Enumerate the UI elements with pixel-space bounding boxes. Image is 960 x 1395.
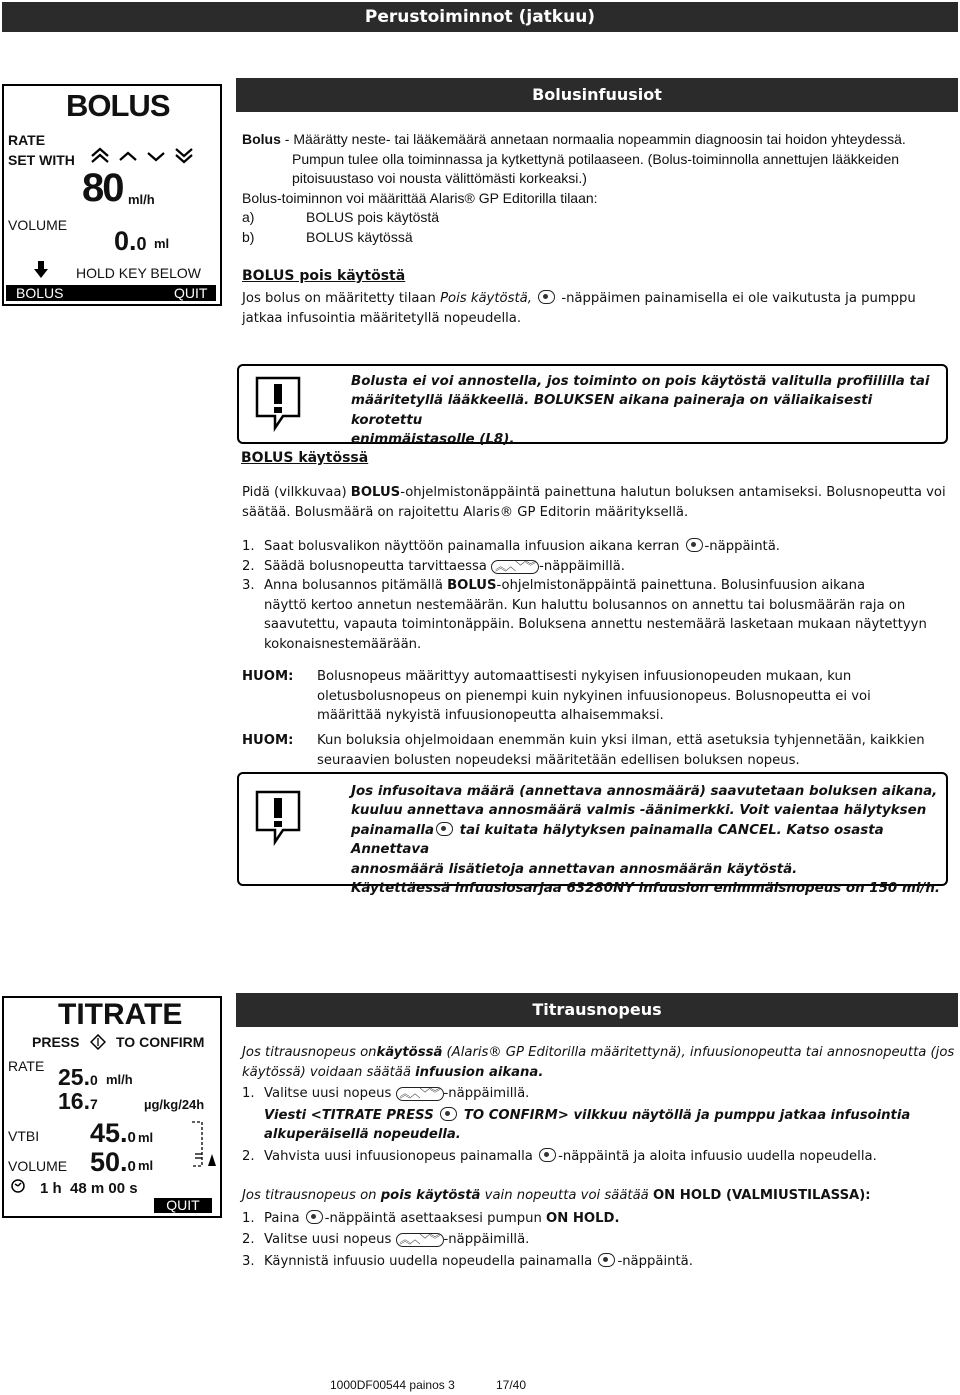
titrate-display [2,996,222,1218]
page-header [2,2,958,32]
confirm-key-icon [90,1034,106,1050]
titrate-rate-value: 25.0 [58,1064,98,1090]
rate-label: RATE [8,132,46,148]
bolus-key-icon [538,290,555,304]
warning-1-text: Bolusta ei voi annostella, jos toiminto on pois käytöstä valitulla profiililla tai määritetyllä lääkkeellä. BOLUKSEN aikana paineraja on väliaikaisesti korotettu enimmäistasolle (L8). [351,374,930,448]
footer-doc-id: 1000DF00544 painos 3 [330,1378,455,1392]
titrate-dose-value: 16.7 [58,1088,98,1114]
note-2: HUOM: Kun boluksia ohjelmoidaan enemmän kuin yksi ilman, että asetuksia tyhjennetään, kaikkien seuraavien bolusten nopeudeksi määritetään edellisen boluksen nopeus. [242,733,925,768]
syringe-gauge-icon [190,1120,218,1170]
note-label: HUOM: [242,669,294,684]
titrate-off: Jos titrausnopeus on pois käytöstä vain nopeutta voi säätää ON HOLD (VALMIUSTILASSA): 1. Paina -näppäintä asettaaksesi pumpun ON HOLD. 2. Valitse uusi nopeus ︽︿﹀︾ -näppäimillä. 3. Käynnistä infuusio uudella nopeudella painamalla -näppäintä. [242,1188,871,1269]
titrate-vtbi-value: 45.0 [90,1118,136,1148]
titrate-steps: 1. Valitse uusi nopeus ︽︿﹀︾ -näppäimillä. Viesti <TITRATE PRESS TO CONFIRM> vilkkuu näytöllä ja pumppu jatkaa infusointia alkuperäisellä nopeudella. 2. Vahvista uusi infuusionopeus painamalla -näppäintä ja aloita infuusio uudella nopeudella. [242,1086,911,1164]
bolus-section-header: Bolusinfuusiot [236,78,958,112]
titrate-section-header: Titrausnopeus [236,993,958,1027]
press-label: PRESS [32,1034,80,1050]
warning-box-1 [237,364,948,448]
bolus-rate-value: 80 [82,166,123,210]
bolus-off-text: Jos bolus on määritetty tilaan Pois käytöstä, -näppäimen painamisella ei ole vaikutusta ja pumppu jatkaa infusointia määritetyllä nopeudella. [242,291,916,326]
warning-icon [253,788,303,846]
quit-softkey[interactable]: QUIT [174,285,208,301]
titrate-intro: Jos titrausnopeus onkäytössä (Alaris® GP Editorilla määritettynä), infuusionopeutta tai annosnopeutta (jos käytössä) voidaan säätää infuusion aikana. [242,1045,955,1080]
bolus-volume-unit: ml [154,236,170,251]
titrate-volume-unit: ml [138,1158,154,1173]
time-remaining: 1 h 48 m 00 s [40,1180,138,1197]
bolus-softkey[interactable]: BOLUS [6,285,216,301]
vtbi-label: VTBI [8,1128,40,1144]
set-with-label: SET WITH [8,152,75,168]
bolus-off-heading: BOLUS pois käytöstä [242,268,406,284]
bolus-volume-value: 0.0 [114,226,147,256]
arrow-keys-icon: ︽︿﹀︾ [396,1233,444,1247]
warning-icon [253,374,303,432]
warning-2-text: Jos infusoitava määrä (annettava annosmäärä) saavutetaan boluksen aikana, kuuluu annettava annosmäärä valmis -äänimerkki. Voit vaientaa hälytyksen painamalla tai kuitata hälytyksen painamalla CANCEL. Katso osasta Annettava annosmäärä lisätietoja annettavan annosmäärän käytöstä. Käytettäessä infuusiosarjaa 63280NY infuusion enimmäisnopeus on 150 ml/h. [351,784,940,897]
titrate-display-title: TITRATE [58,998,183,1031]
bolus-intro: Bolus - Määrätty neste- tai lääkemäärä annetaan normaalia nopeammin diagnoosin tai hoidon yhteydessä. Pumpun tulee olla toiminnassa ja kytkettynä potilaaseen. (Bolus-toiminnolla annettujen lääkkeiden pitoisuustaso voi nousta välittömästi korkeaksi.) Bolus-toiminnon voi määrittää Alaris® GP Editorilla tilaan: a) BOLUS pois käytöstä b) BOLUS käytössä [242,131,906,245]
arrow-keys-icon: ︽︿﹀︾ [491,560,539,574]
page-title: Perustoiminnot (jatkuu) [364,7,596,27]
titrate-vtbi-unit: ml [138,1130,154,1145]
clock-icon [10,1178,26,1194]
down-arrow-icon [34,261,48,279]
run-key-icon [598,1253,615,1267]
footer-page-number: 17/40 [496,1378,527,1392]
titrate-dose-unit: µg/kg/24h [144,1097,205,1112]
bolus-rate-unit: ml/h [128,192,155,207]
rate-label: RATE [8,1058,45,1074]
confirm-key-icon [539,1148,556,1162]
quit-softkey[interactable]: QUIT [154,1198,212,1213]
titrate-volume-value: 50.0 [90,1147,136,1177]
bolus-key-icon [686,538,703,552]
bolus-display [2,84,222,306]
bolus-on-text: Pidä (vilkkuvaa) BOLUS-ohjelmistonäppäintä painettuna halutun boluksen antamiseksi. Bolusnopeutta voi säätää. Bolusmäärä on rajoitettu Alaris® GP Editorin määrityksellä. [242,485,946,520]
arrow-keys-icon: ︽︿﹀︾ [396,1087,444,1101]
to-confirm-label: TO CONFIRM [116,1034,205,1050]
volume-label: VOLUME [8,217,68,233]
confirm-key-icon [440,1107,457,1121]
warning-box-2 [237,772,948,897]
note-1: HUOM: Bolusnopeus määrittyy automaattisesti nykyisen infuusionopeuden mukaan, kun oletusbolusnopeus on pienempi kuin nykyinen infuusionopeus. Bolusnopeutta ei voi määrittää nykyistä infuusionopeutta alhaisemmaksi. [242,669,871,724]
bolus-display-title: BOLUS [66,88,170,123]
hold-key-icon [306,1210,323,1224]
up-down-arrows-icon [90,146,202,166]
bolus-on-heading: BOLUS käytössä [241,450,369,466]
note-label: HUOM: [242,733,294,748]
hold-key-text: HOLD KEY BELOW [76,265,202,281]
bolus-on-steps: 1. Saat bolusvalikon näyttöön painamalla infuusion aikana kerran -näppäintä. 2. Säädä bolusnopeutta tarvittaessa ︽︿﹀︾ -näppäimillä. 3. Anna bolusannos pitämällä BOLUS-ohjelmistonäppäintä painettuna. Bolusinfuusion aikana näyttö kertoo annetun nestemäärän. Kun haluttu bolusannos on annettu tai bolusmäärän raja on saavutettu, vapauta toimintonäppäin. Boluksena annettu nestemäärä lasketaan mukaan näytettyyn kokonaisnestemäärään. [242,539,927,652]
titrate-rate-unit: ml/h [106,1072,133,1087]
silence-key-icon [436,822,453,836]
volume-label: VOLUME [8,1158,68,1174]
